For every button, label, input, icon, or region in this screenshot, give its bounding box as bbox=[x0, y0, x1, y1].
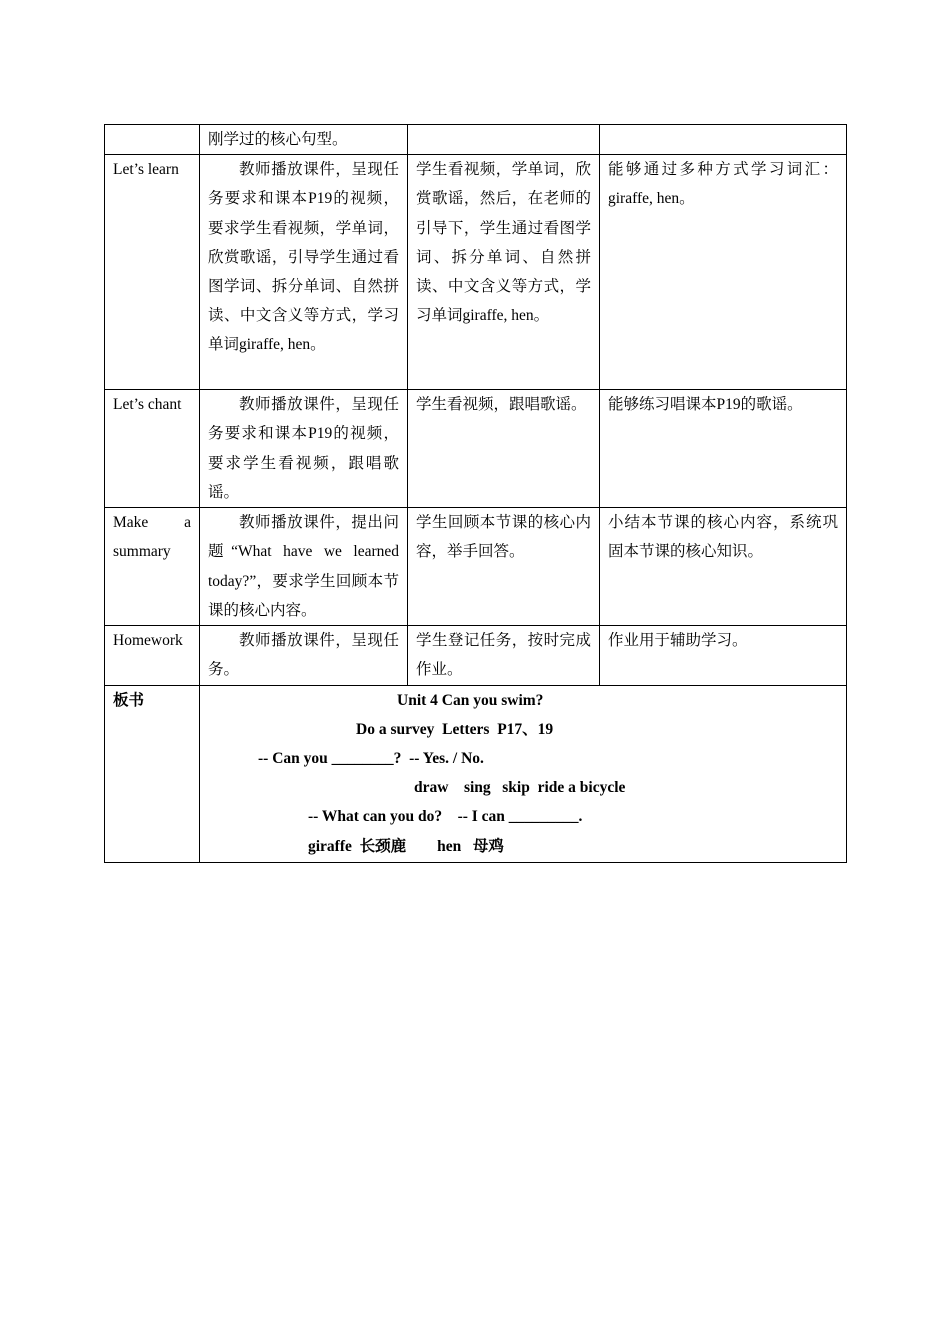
board-line-vocab: giraffe 长颈鹿 hen 母鸡 bbox=[308, 837, 504, 855]
table-row bbox=[105, 390, 847, 508]
stage-cell: Make a summary bbox=[105, 508, 200, 626]
stage-cell: Let’s chant bbox=[105, 390, 200, 508]
teacher-activity-cell: 教师播放课件，呈现任务要求和课本P19的视频，要求学生看视频，跟唱歌谣。 bbox=[200, 390, 408, 508]
board-row bbox=[105, 685, 847, 862]
purpose-cell: 小结本节课的核心内容，系统巩固本节课的核心知识。 bbox=[600, 508, 847, 626]
student-activity-cell: 学生看视频，学单词，欣赏歌谣，然后，在老师的引导下，学生通过看图学词、拆分单词、自然拼读、中文含义等方式，学习单词giraffe, hen。 bbox=[408, 155, 600, 390]
table-row bbox=[105, 626, 847, 685]
teacher-activity-cell: 教师播放课件，呈现任务要求和课本P19的视频，要求学生看视频，学单词，欣赏歌谣，引导学生通过看图学词、拆分单词、自然拼读、中文含义等方式，学习单词giraffe, hen。 bbox=[200, 155, 408, 390]
board-line-verbs: draw sing skip ride a bicycle bbox=[414, 779, 626, 797]
student-activity-cell: 学生登记任务，按时完成作业。 bbox=[408, 626, 600, 685]
board-line-title: Unit 4 Can you swim? bbox=[397, 691, 544, 709]
teacher-activity-cell: 教师播放课件，呈现任务。 bbox=[200, 626, 408, 685]
purpose-cell: 作业用于辅助学习。 bbox=[600, 626, 847, 685]
student-activity-cell: 学生看视频，跟唱歌谣。 bbox=[408, 390, 600, 508]
lesson-plan-table bbox=[104, 124, 847, 863]
purpose-cell: 能够通过多种方式学习词汇：giraffe, hen。 bbox=[600, 155, 847, 390]
student-activity-cell: 学生回顾本节课的核心内容，举手回答。 bbox=[408, 508, 600, 626]
stage-cell bbox=[105, 125, 200, 155]
table-row bbox=[105, 508, 847, 626]
student-activity-cell bbox=[408, 125, 600, 155]
board-line-what-can: -- What can you do? -- I can _________. bbox=[308, 808, 583, 826]
board-line-survey: Do a survey Letters P17、19 bbox=[356, 720, 554, 738]
table-row bbox=[105, 155, 847, 390]
table-row bbox=[105, 125, 847, 155]
purpose-cell: 能够练习唱课本P19的歌谣。 bbox=[600, 390, 847, 508]
stage-cell: Homework bbox=[105, 626, 200, 685]
board-label: 板书 bbox=[105, 685, 200, 862]
purpose-cell bbox=[600, 125, 847, 155]
teacher-activity-cell: 教师播放课件，提出问题“What have we learned today?”，要求学生回顾本节课的核心内容。 bbox=[200, 508, 408, 626]
teacher-activity-cell: 刚学过的核心句型。 bbox=[200, 125, 408, 155]
stage-cell: Let’s learn bbox=[105, 155, 200, 390]
board-line-question: -- Can you ________? -- Yes. / No. bbox=[258, 749, 484, 767]
board-content bbox=[200, 685, 847, 862]
